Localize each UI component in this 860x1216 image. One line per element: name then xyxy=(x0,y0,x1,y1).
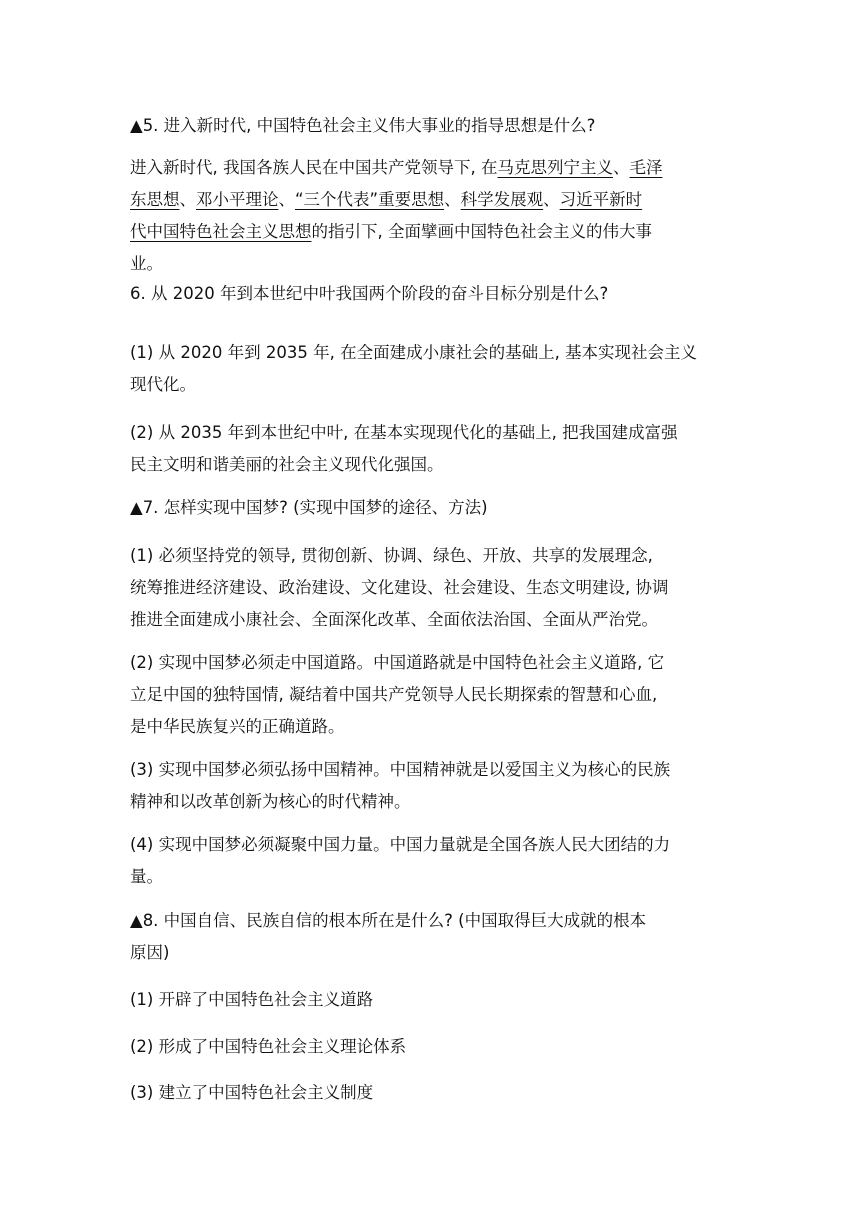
underlined-term: 邓小平理论 xyxy=(196,190,279,209)
question-6-title xyxy=(130,278,730,310)
underlined-term: 东思想 xyxy=(130,190,180,209)
item-line: 量。 xyxy=(130,867,163,886)
question-8-title-line: 原因) xyxy=(130,943,170,962)
item-line: (2) 实现中国梦必须走中国道路。中国道路就是中国特色社会主义道路, 它 xyxy=(130,653,665,672)
question-7-item-4 xyxy=(130,829,730,893)
item-line: 立足中国的独特国情, 凝结着中国共产党领导人民长期探索的智慧和心血, xyxy=(130,685,658,704)
separator: 、 xyxy=(612,158,630,177)
question-6-item-2 xyxy=(130,417,730,481)
item-line: 是中华民族复兴的正确道路。 xyxy=(130,717,345,736)
question-8-title xyxy=(130,905,730,969)
question-7-item-3 xyxy=(130,754,730,818)
answer-text: 进入新时代, 我国各族人民在中国共产党领导下, 在 xyxy=(130,158,498,177)
item-line: (1) 从 2020 年到 2035 年, 在全面建成小康社会的基础上, 基本实现社会主义 xyxy=(130,343,698,362)
item-line: (1) 开辟了中国特色社会主义道路 xyxy=(130,990,374,1009)
question-7-title-text: ▲7. 怎样实现中国梦? (实现中国梦的途径、方法) xyxy=(130,498,488,517)
item-line: (3) 建立了中国特色社会主义制度 xyxy=(130,1083,374,1102)
item-line: (3) 实现中国梦必须弘扬中国精神。中国精神就是以爱国主义为核心的民族 xyxy=(130,760,671,779)
item-line: (2) 形成了中国特色社会主义理论体系 xyxy=(130,1037,407,1056)
item-line: (4) 实现中国梦必须凝聚中国力量。中国力量就是全国各族人民大团结的力 xyxy=(130,835,671,854)
item-line: (2) 从 2035 年到本世纪中叶, 在基本实现现代化的基础上, 把我国建成富强 xyxy=(130,423,678,442)
underlined-term: 科学发展观 xyxy=(460,190,544,209)
answer-line xyxy=(130,216,730,248)
question-5-title-text: ▲5. 进入新时代, 中国特色社会主义伟大事业的指导思想是什么? xyxy=(130,116,596,135)
underlined-term: 代中国特色社会主义思想 xyxy=(130,222,312,241)
question-8-item-3 xyxy=(130,1077,730,1109)
separator: 、 xyxy=(543,190,560,209)
underlined-term: 习近平新时 xyxy=(559,190,643,209)
item-line: 民主文明和谐美丽的社会主义现代化强国。 xyxy=(130,455,444,474)
question-7-item-1 xyxy=(130,540,730,636)
separator: 、 xyxy=(444,190,461,209)
underlined-term: “三个代表”重要思想 xyxy=(295,190,445,209)
item-line: 推进全面建成小康社会、全面深化改革、全面依法治国、全面从严治党。 xyxy=(130,610,658,629)
answer-text: 的指引下, 全面擘画中国特色社会主义的伟大事 xyxy=(311,222,652,241)
question-8-title-line: ▲8. 中国自信、民族自信的根本所在是什么? (中国取得巨大成就的根本 xyxy=(130,911,647,930)
question-6-title-text: 6. 从 2020 年到本世纪中叶我国两个阶段的奋斗目标分别是什么? xyxy=(130,284,609,303)
question-7-title xyxy=(130,492,730,524)
question-5-answer xyxy=(130,152,730,280)
underlined-term: 毛泽 xyxy=(629,158,663,177)
question-5-title xyxy=(130,110,730,142)
question-8-item-1 xyxy=(130,984,730,1016)
item-line: 精神和以改革创新为核心的时代精神。 xyxy=(130,792,411,811)
answer-line: 业。 xyxy=(130,254,163,273)
answer-line xyxy=(130,152,730,184)
separator: 、 xyxy=(179,190,196,209)
question-7-item-2 xyxy=(130,647,730,743)
separator: 、 xyxy=(278,190,295,209)
underlined-term: 马克思列宁主义 xyxy=(497,158,613,177)
item-line: 现代化。 xyxy=(130,375,196,394)
item-line: (1) 必须坚持党的领导, 贯彻创新、协调、绿色、开放、共享的发展理念, xyxy=(130,546,653,565)
answer-line xyxy=(130,184,730,216)
item-line: 统筹推进经济建设、政治建设、文化建设、社会建设、生态文明建设, 协调 xyxy=(130,578,669,597)
question-6-item-1 xyxy=(130,337,730,401)
question-8-item-2 xyxy=(130,1031,730,1063)
